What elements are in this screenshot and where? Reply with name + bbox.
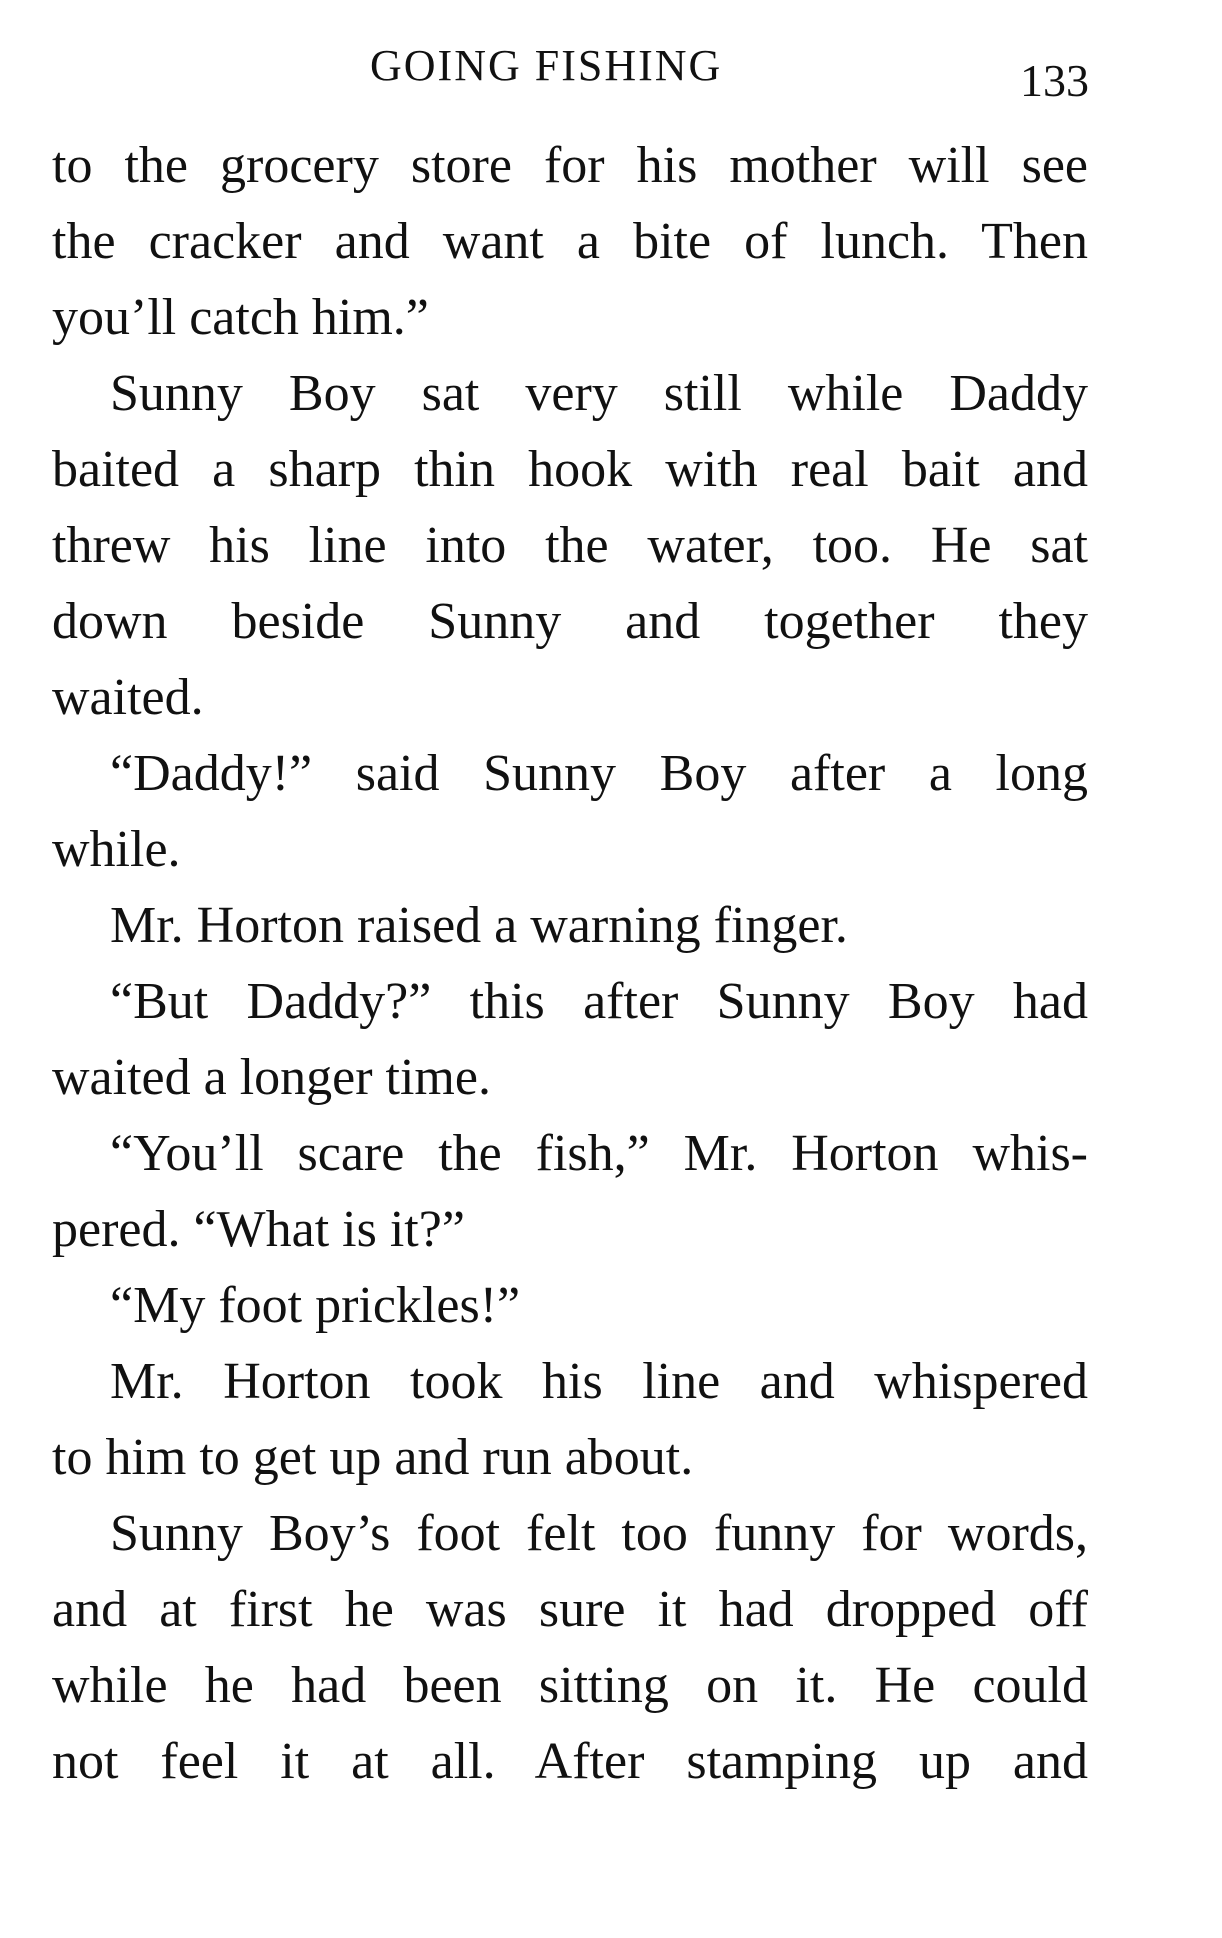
text-line: not feel it at all. After stamping up and [52,1733,1088,1790]
running-title: GOING FISHING [370,41,723,90]
text-line: waited. [52,669,204,726]
text-line: “My foot prickles!” [110,1277,521,1334]
body-text [52,128,1088,1800]
text-line: threw his line into the water, too. He sat [52,517,1088,574]
text-line: Mr. Horton raised a warning finger. [110,897,848,954]
text-line: pered. “What is it?” [52,1201,465,1258]
text-line: “But Daddy?” this after Sunny Boy had [110,973,1088,1030]
text-line: to the grocery store for his mother will see [52,137,1088,194]
text-line: while he had been sitting on it. He could [52,1657,1088,1714]
text-line: while. [52,821,181,878]
text-line: baited a sharp thin hook with real bait and [52,441,1088,498]
page-number: 133 [1020,55,1089,106]
text-line: the cracker and want a bite of lunch. Then [52,213,1088,270]
text-line: to him to get up and run about. [52,1429,694,1486]
text-line: down beside Sunny and together they [52,593,1088,650]
text-line: you’ll catch him.” [52,289,429,346]
text-line: “Daddy!” said Sunny Boy after a long [110,745,1088,802]
text-line: Sunny Boy sat very still while Daddy [110,365,1088,422]
text-line: “You’ll scare the fish,” Mr. Horton whis- [110,1125,1088,1182]
text-line: Sunny Boy’s foot felt too funny for words, [110,1505,1088,1562]
running-head [0,40,1222,106]
text-line: waited a longer time. [52,1049,491,1106]
text-line: and at first he was sure it had dropped off [52,1581,1088,1638]
text-line: Mr. Horton took his line and whispered [110,1353,1088,1410]
